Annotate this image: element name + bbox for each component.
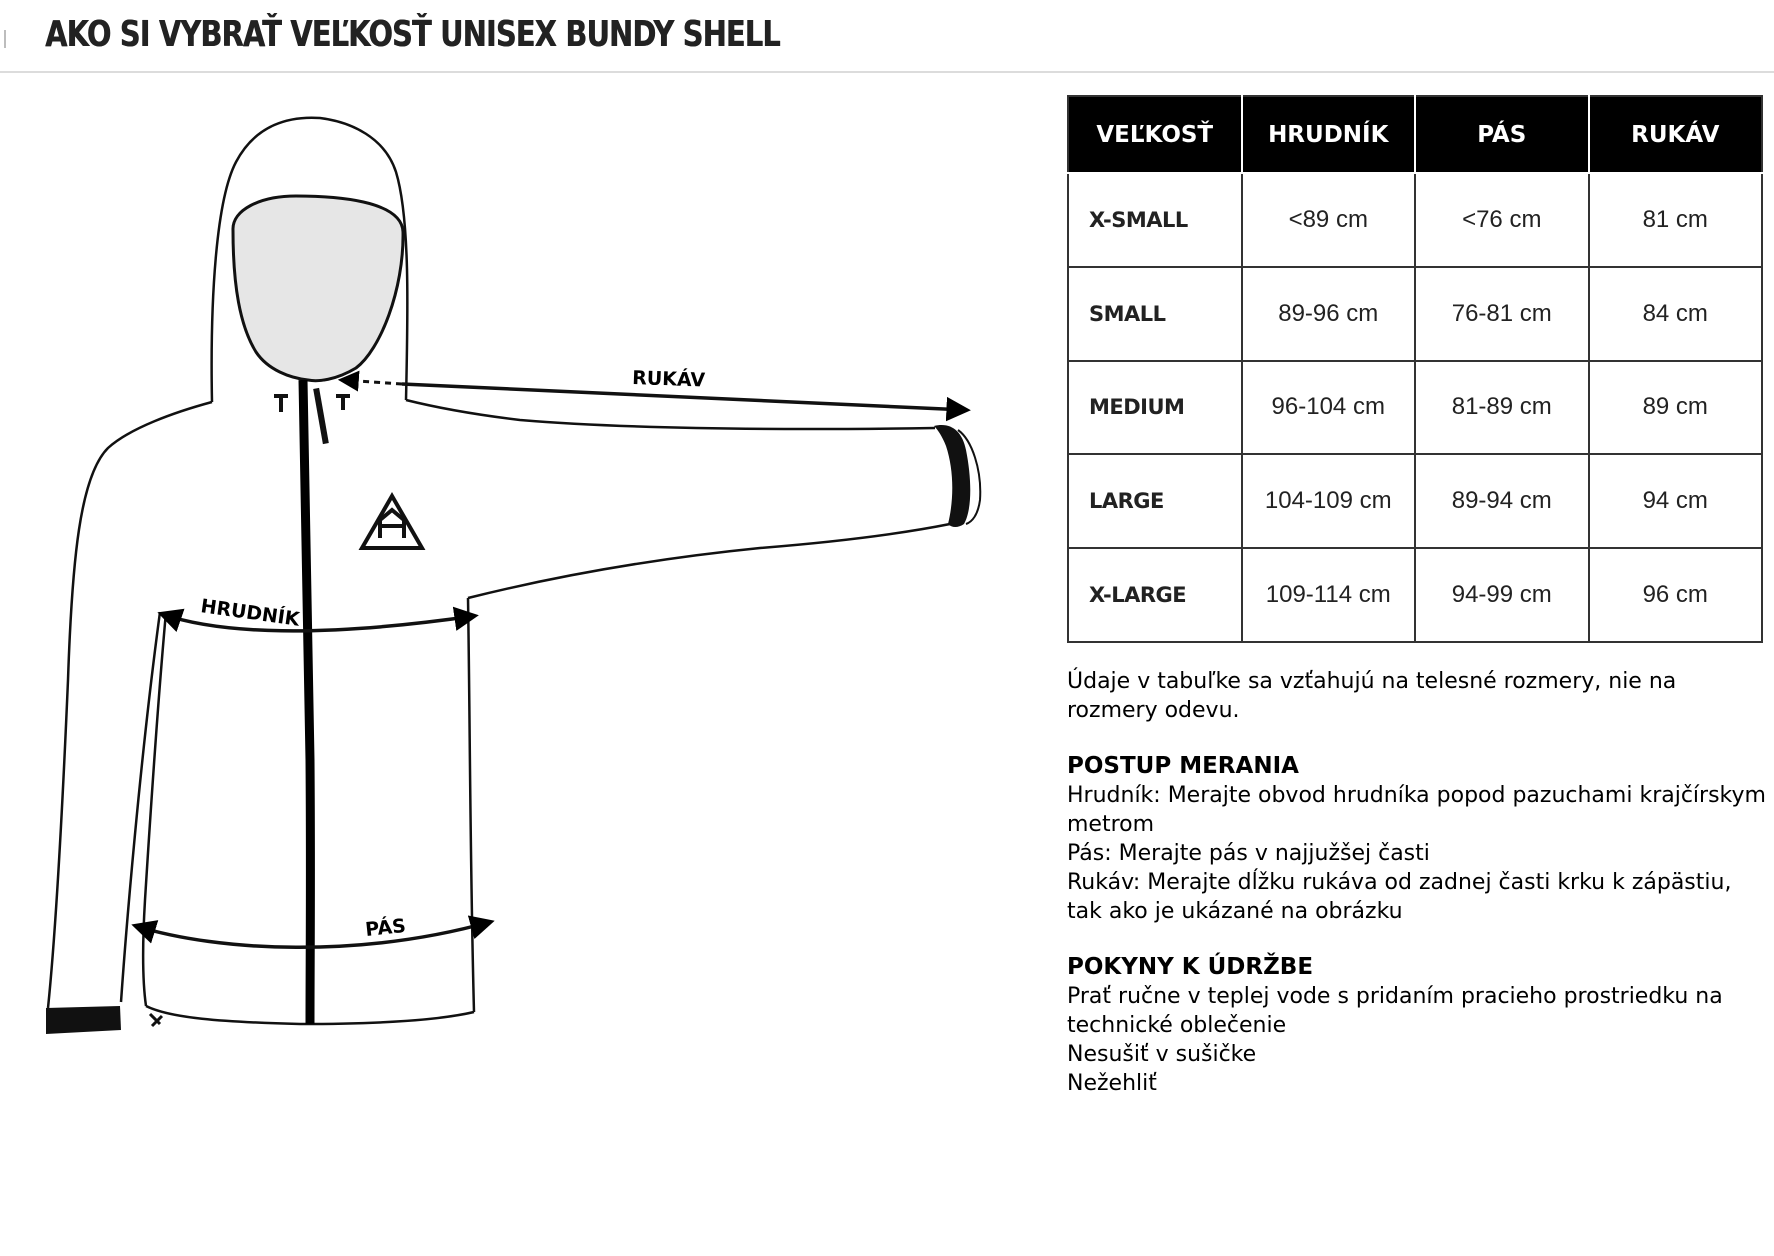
jacket-diagram <box>0 80 1000 1060</box>
waist-cell: 94-99 cm <box>1415 548 1589 642</box>
waist-cell: 81-89 cm <box>1415 361 1589 455</box>
header-waist: PÁS <box>1415 96 1589 173</box>
table-row <box>1068 361 1762 455</box>
care-dry: Nesušiť v sušičke <box>1067 1042 1257 1067</box>
measuring-waist: Pás: Merajte pás v najjužšej časti <box>1067 841 1430 866</box>
sleeve-cell: 84 cm <box>1589 267 1763 361</box>
header-chest: HRUDNÍK <box>1242 96 1416 173</box>
chest-label: HRUDNÍK <box>199 595 301 631</box>
size-cell: MEDIUM <box>1068 361 1242 455</box>
torso-right-side <box>468 598 474 1012</box>
table-header-row <box>1068 96 1762 173</box>
chest-cell: 96-104 cm <box>1242 361 1416 455</box>
care-iron: Nežehliť <box>1067 1071 1157 1096</box>
table-row <box>1068 173 1762 267</box>
hood-face-opening <box>233 196 403 381</box>
table-row <box>1068 454 1762 548</box>
table-row <box>1068 548 1762 642</box>
info-section <box>1067 667 1767 1098</box>
waist-cell: <76 cm <box>1415 173 1589 267</box>
edge-mark <box>4 30 6 48</box>
brand-logo <box>362 496 422 548</box>
header-sleeve: RUKÁV <box>1589 96 1763 173</box>
right-cuff <box>934 425 970 527</box>
page-title: AKO SI VYBRAŤ VEĽKOSŤ UNISEX BUNDY SHELL <box>45 14 780 55</box>
center-zipper <box>303 380 310 1024</box>
hem-drawcord <box>150 1014 162 1026</box>
drawcord-left <box>274 396 288 412</box>
waist-cell: 76-81 cm <box>1415 267 1589 361</box>
measuring-sleeve: Rukáv: Merajte dĺžku rukáva od zadnej časti krku k zápästiu, tak ako je ukázané na obrázku <box>1067 870 1732 924</box>
chest-cell: 109-114 cm <box>1242 548 1416 642</box>
size-cell: X-LARGE <box>1068 548 1242 642</box>
left-cuff <box>46 1006 121 1034</box>
care-heading: POKYNY K ÚDRŽBE <box>1067 954 1314 980</box>
sleeve-cell: 94 cm <box>1589 454 1763 548</box>
waist-label: PÁS <box>364 914 407 941</box>
drawcord-right <box>336 396 350 410</box>
size-cell: LARGE <box>1068 454 1242 548</box>
table-row <box>1068 267 1762 361</box>
header-size: VEĽKOSŤ <box>1068 96 1242 173</box>
sleeve-cell: 89 cm <box>1589 361 1763 455</box>
sleeve-label: RUKÁV <box>631 367 706 392</box>
right-arm-bottom <box>468 524 950 598</box>
title-divider <box>0 71 1774 73</box>
measurement-note: Údaje v tabuľke sa vzťahujú na telesné rozmery, nie na rozmery odevu. <box>1067 669 1677 723</box>
chest-cell: 104-109 cm <box>1242 454 1416 548</box>
size-cell: SMALL <box>1068 267 1242 361</box>
sleeve-cell: 96 cm <box>1589 548 1763 642</box>
chest-cell: 89-96 cm <box>1242 267 1416 361</box>
measuring-heading: POSTUP MERANIA <box>1067 753 1299 779</box>
torso-left-side <box>143 612 166 1006</box>
waist-cell: 89-94 cm <box>1415 454 1589 548</box>
left-arm-inner <box>121 612 160 1002</box>
sleeve-arrow-dashed <box>342 380 402 384</box>
jacket-left-side <box>48 402 212 1008</box>
measuring-chest: Hrudník: Merajte obvod hrudníka popod pazuchami krajčírskym metrom <box>1067 783 1766 837</box>
size-cell: X-SMALL <box>1068 173 1242 267</box>
sleeve-cell: 81 cm <box>1589 173 1763 267</box>
zipper-pull <box>313 388 329 444</box>
care-wash: Prať ručne v teplej vode s pridaním pracieho prostriedku na technické oblečenie <box>1067 984 1723 1038</box>
chest-cell: <89 cm <box>1242 173 1416 267</box>
size-table <box>1067 95 1763 643</box>
